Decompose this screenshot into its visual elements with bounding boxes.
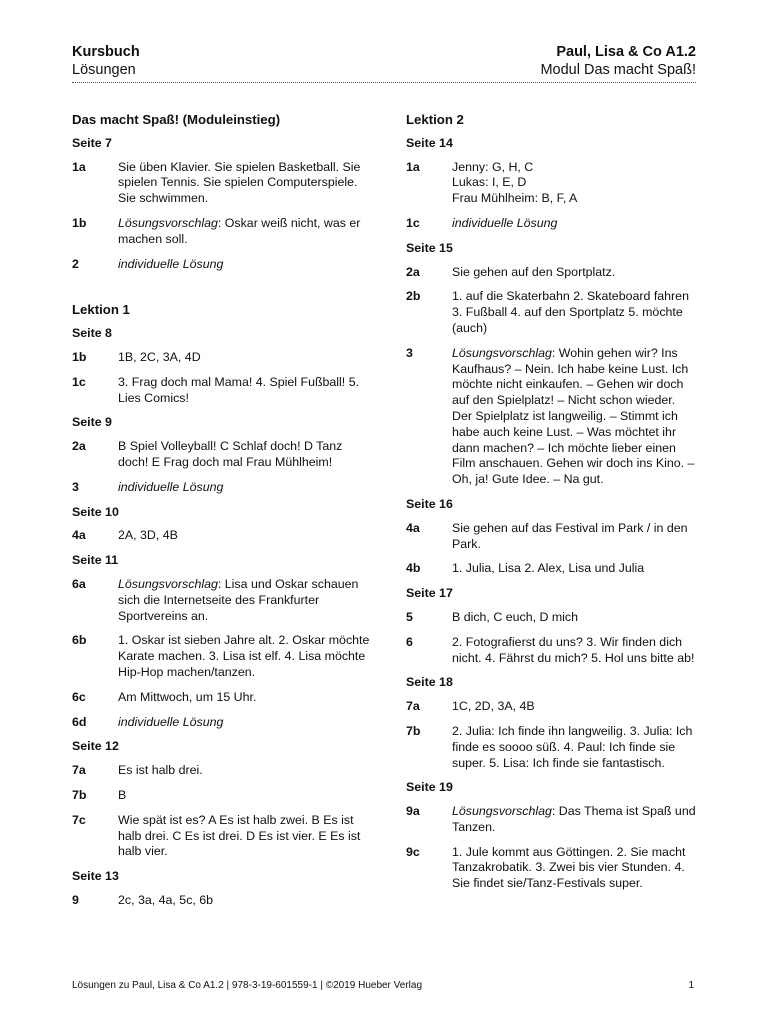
page-label: Seite 10 — [72, 504, 119, 519]
exercise-number: 6a — [72, 576, 86, 591]
header-book-title: Kursbuch — [72, 44, 140, 60]
exercise-number: 1c — [406, 215, 420, 230]
exercise-item — [406, 521, 698, 553]
exercise-answer: Sie gehen auf den Sportplatz. — [452, 264, 616, 279]
header-book-subtitle: Lösungen — [72, 62, 136, 78]
exercise-item — [72, 633, 372, 680]
exercise-number: 6b — [72, 633, 87, 648]
solution-hint: Lösungsvorschlag — [452, 345, 552, 360]
exercise-item — [72, 439, 372, 471]
page-label: Seite 16 — [406, 496, 453, 511]
exercise-item — [72, 257, 372, 273]
exercise-item — [72, 160, 372, 207]
exercise-answer: 1. Oskar ist sieben Jahre alt. 2. Oskar möchte Karate machen. 3. Lisa ist elf. 4. Lisa möchte Hip-Hop machen/tanzen. — [118, 633, 370, 679]
exercise-number: 7b — [406, 723, 421, 738]
answer-text: : Wohin gehen wir? Ins Kaufhaus? – Nein. Ich habe keine Lust. Ich möchte nicht einkaufen. – Gehen wir doch auf den Spielplatz! – Nicht schon wieder. Der Spielplatz ist langweilig. – Stimmt ich habe auch keine Lust. – Was möchtet ihr dann machen? – Ich möchte lieber einen Film anschauen. Gehen wir doch ins Kino. – Oh, ja! Gute Idee. – Na gut. — [452, 345, 695, 487]
exercise-item — [406, 610, 698, 626]
page-label: Seite 9 — [72, 415, 112, 430]
exercise-answer: Wie spät ist es? A Es ist halb zwei. B Es ist halb drei. C Es ist drei. D Es ist vier. E Es ist halb vier. — [118, 812, 361, 859]
exercise-answer: Sie üben Klavier. Sie spielen Basketball. Sie spielen Tennis. Sie spielen Computerspiele. Sie schwimmen. — [118, 159, 361, 206]
exercise-answer — [452, 804, 698, 836]
exercise-number: 4a — [406, 520, 420, 535]
exercise-number: 1c — [72, 374, 86, 389]
exercise-answer — [118, 216, 372, 248]
page-label: Seite 12 — [72, 739, 119, 754]
exercise-number: 3 — [72, 479, 79, 494]
page-label: Seite 14 — [406, 135, 453, 150]
answer-text: : Das Thema ist Spaß und Tanzen. — [452, 804, 696, 834]
exercise-answer: Am Mittwoch, um 15 Uhr. — [118, 689, 257, 704]
exercise-item — [406, 724, 698, 771]
page-number: 1 — [688, 980, 694, 991]
header-left — [72, 43, 140, 79]
exercise-number: 2b — [406, 289, 421, 304]
page-label: Seite 17 — [406, 586, 453, 601]
page-label: Seite 7 — [72, 135, 112, 150]
exercise-answer: B Spiel Volleyball! C Schlaf doch! D Tanz doch! E Frag doch mal Frau Mühlheim! — [118, 439, 343, 469]
exercise-number: 6d — [72, 714, 87, 729]
exercise-item — [406, 804, 698, 836]
exercise-item — [406, 216, 698, 232]
page-label: Seite 11 — [72, 553, 119, 568]
section-title: Lektion 1 — [72, 302, 130, 318]
exercise-item — [72, 690, 372, 706]
exercise-answer — [118, 577, 372, 624]
exercise-number: 7a — [72, 763, 86, 778]
page-label: Seite 19 — [406, 780, 453, 795]
exercise-item — [72, 893, 372, 909]
exercise-answer: 1B, 2C, 3A, 4D — [118, 349, 201, 364]
exercise-number: 2a — [72, 439, 86, 454]
exercise-answer: 1. auf die Skaterbahn 2. Skateboard fahren 3. Fußball 4. auf den Sportplatz 5. möchte (auch) — [452, 289, 689, 335]
exercise-answer: 1. Jule kommt aus Göttingen. 2. Sie macht Tanzakrobatik. 3. Zwei bis vier Stunden. 4. Sie findet sie/Tanz-Festivals super. — [452, 844, 686, 891]
exercise-number: 7a — [406, 699, 420, 714]
exercise-answer: 2. Julia: Ich finde ihn langweilig. 3. Julia: Ich finde es soooo süß. 4. Paul: Ich finde sie super. 5. Lisa: Ich finde sie fantastisch. — [452, 723, 693, 770]
exercise-answer: B — [118, 787, 127, 802]
answer-line: Jenny: G, H, C — [452, 159, 534, 174]
answer-text: : Oskar weiß nicht, was er machen soll. — [118, 215, 361, 246]
exercise-item — [406, 561, 698, 577]
header-divider — [72, 82, 696, 83]
exercise-item — [406, 160, 698, 207]
exercise-number: 9c — [406, 844, 420, 859]
exercise-number: 6 — [406, 634, 413, 649]
exercise-number: 9a — [406, 804, 420, 819]
exercise-number: 4b — [406, 561, 421, 576]
exercise-item — [72, 813, 372, 860]
exercise-answer: 2c, 3a, 4a, 5c, 6b — [118, 892, 214, 907]
exercise-item — [406, 635, 698, 667]
exercise-number: 9 — [72, 892, 79, 907]
exercise-answer: 2. Fotografierst du uns? 3. Wir finden dich nicht. 4. Fährst du mich? 5. Hol uns bitte ab! — [452, 634, 695, 665]
exercise-item — [406, 346, 698, 488]
exercise-answer: Sie gehen auf das Festival im Park / in den Park. — [452, 520, 688, 551]
footer-citation: Lösungen zu Paul, Lisa & Co A1.2 | 978-3-19-601559-1 | ©2019 Hueber Verlag — [72, 980, 423, 991]
section-title: Das macht Spaß! (Moduleinstieg) — [72, 112, 281, 127]
exercise-item — [72, 715, 372, 731]
exercise-number: 3 — [406, 345, 413, 360]
exercise-answer: Es ist halb drei. — [118, 763, 203, 778]
left-column — [72, 112, 372, 918]
exercise-number: 4a — [72, 528, 86, 543]
exercise-answer: 2A, 3D, 4B — [118, 528, 178, 543]
exercise-item — [72, 350, 372, 366]
exercise-number: 1a — [72, 159, 86, 174]
exercise-item — [72, 480, 372, 496]
page-label: Seite 15 — [406, 240, 453, 255]
exercise-answer: B dich, C euch, D mich — [452, 609, 579, 624]
exercise-number: 7b — [72, 787, 87, 802]
exercise-item — [72, 763, 372, 779]
exercise-number: 5 — [406, 609, 413, 624]
exercise-answer — [452, 346, 698, 488]
exercise-item — [72, 528, 372, 544]
exercise-item — [72, 375, 372, 407]
exercise-answer: 1. Julia, Lisa 2. Alex, Lisa und Julia — [452, 561, 645, 576]
exercise-item — [406, 289, 698, 336]
exercise-item — [72, 577, 372, 624]
exercise-answer: 1C, 2D, 3A, 4B — [452, 699, 535, 714]
page-label: Seite 18 — [406, 675, 453, 690]
exercise-number: 6c — [72, 689, 86, 704]
exercise-answer — [452, 160, 698, 207]
solution-hint: Lösungsvorschlag — [452, 804, 552, 819]
exercise-item — [406, 699, 698, 715]
exercise-number: 1b — [72, 349, 87, 364]
answer-text: : Lisa und Oskar schauen sich die Internetseite des Frankfurter Sportvereins an. — [118, 576, 359, 623]
solution-hint: Lösungsvorschlag — [118, 215, 218, 230]
exercise-item — [72, 216, 372, 248]
header-course-title: Paul, Lisa & Co A1.2 — [556, 44, 696, 60]
exercise-number: 1a — [406, 159, 420, 174]
exercise-answer: individuelle Lösung — [452, 215, 558, 230]
right-column — [406, 112, 698, 901]
page-label: Seite 8 — [72, 326, 112, 341]
header-module-title: Modul Das macht Spaß! — [540, 62, 696, 78]
exercise-number: 2 — [72, 256, 79, 271]
answer-line: Lukas: I, E, D — [452, 175, 527, 190]
answer-line: Frau Mühlheim: B, F, A — [452, 191, 578, 206]
exercise-item — [72, 788, 372, 804]
section-title: Lektion 2 — [406, 112, 464, 127]
exercise-item — [406, 845, 698, 892]
exercise-number: 7c — [72, 812, 86, 827]
exercise-answer: 3. Frag doch mal Mama! 4. Spiel Fußball! 5. Lies Comics! — [118, 374, 360, 405]
exercise-number: 2a — [406, 264, 420, 279]
exercise-number: 1b — [72, 215, 87, 230]
page-label: Seite 13 — [72, 869, 119, 884]
exercise-item — [406, 265, 698, 281]
header-right — [540, 43, 696, 79]
exercise-answer: individuelle Lösung — [118, 479, 224, 494]
solution-hint: Lösungsvorschlag — [118, 576, 218, 591]
exercise-answer: individuelle Lösung — [118, 256, 224, 271]
exercise-answer: individuelle Lösung — [118, 714, 224, 729]
